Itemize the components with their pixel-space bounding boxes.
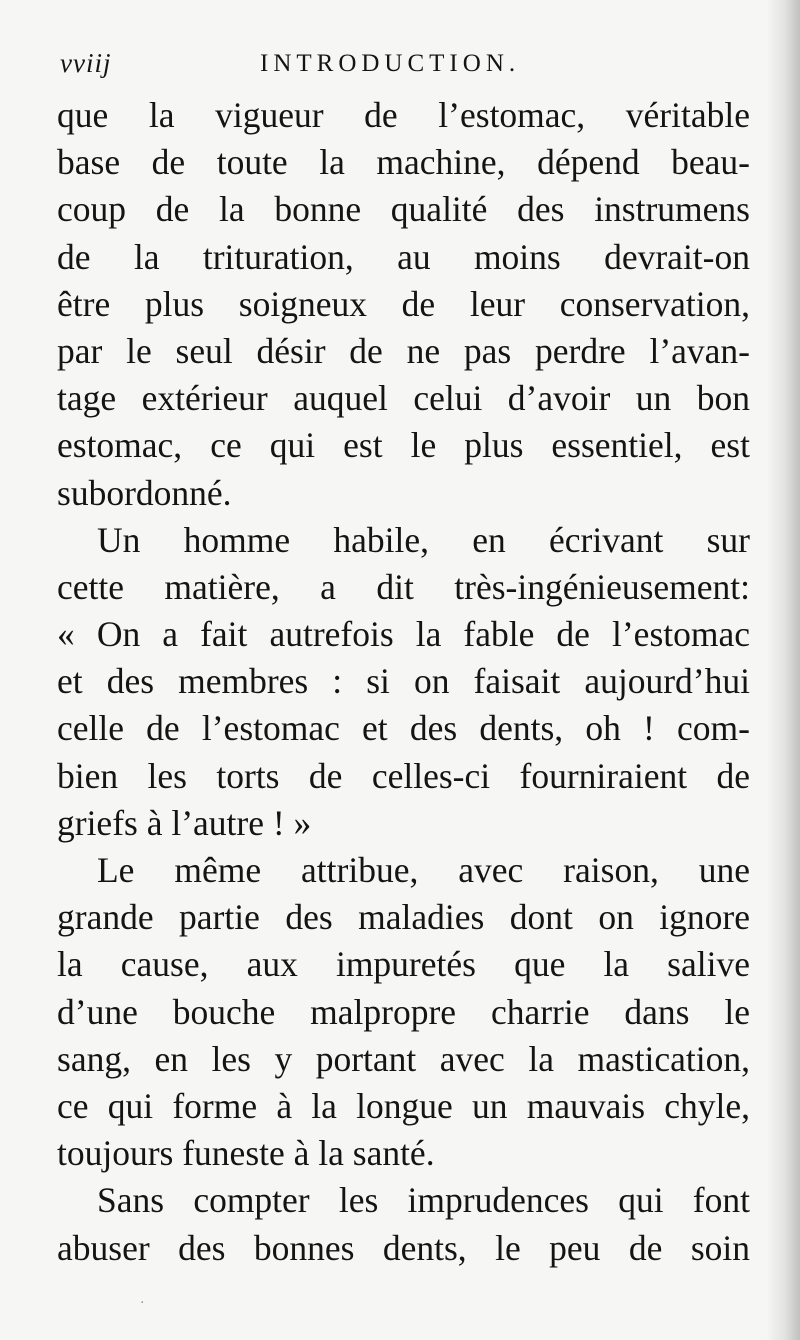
text-line: celle de l’estomac et des dents, oh ! com- <box>57 708 750 749</box>
body-text <box>57 92 750 1272</box>
running-title: INTRODUCTION. <box>260 50 521 77</box>
text-line: être plus soigneux de leur conservation, <box>57 283 750 324</box>
page-number: vviij <box>60 48 112 78</box>
text-line: Le même attribue, avec raison, une <box>97 850 750 890</box>
text-line: griefs à l’autre ! » <box>57 802 312 843</box>
text-line: ce qui forme à la longue un mauvais chyle, <box>57 1085 750 1126</box>
text-line: bien les torts de celles-ci fourniraient de <box>57 755 750 796</box>
text-line: base de toute la machine, dépend beau- <box>57 142 750 183</box>
text-line: sang, en les y portant avec la mastication, <box>57 1038 750 1079</box>
text-line: estomac, ce qui est le plus essentiel, est <box>57 425 750 466</box>
print-speck: · <box>140 1295 145 1311</box>
text-line: d’une bouche malpropre charrie dans le <box>57 991 750 1032</box>
text-line: de la trituration, au moins devrait-on <box>57 236 750 277</box>
text-line: cette matière, a dit très-ingénieusement: <box>57 566 750 607</box>
text-line: grande partie des maladies dont on ignore <box>57 897 750 938</box>
text-line: toujours funeste à la santé. <box>57 1133 435 1174</box>
text-line: Sans compter les imprudences qui font <box>97 1180 750 1221</box>
text-line: Un homme habile, en écrivant sur <box>97 519 750 560</box>
text-line: subordonné. <box>57 472 232 513</box>
text-line: la cause, aux impuretés que la salive <box>57 944 750 985</box>
text-line: et des membres : si on faisait aujourd’hui <box>57 661 750 702</box>
text-line: que la vigueur de l’estomac, véritable <box>57 95 750 135</box>
page-header <box>60 44 760 84</box>
text-line: coup de la bonne qualité des instrumens <box>57 189 750 230</box>
page-edge-shadow <box>766 0 800 1340</box>
text-line: « On a fait autrefois la fable de l’estomac <box>57 614 750 655</box>
text-line: par le seul désir de ne pas perdre l’avan- <box>57 330 750 371</box>
text-line: tage extérieur auquel celui d’avoir un bon <box>57 378 750 419</box>
text-line: abuser des bonnes dents, le peu de soin <box>57 1227 750 1268</box>
